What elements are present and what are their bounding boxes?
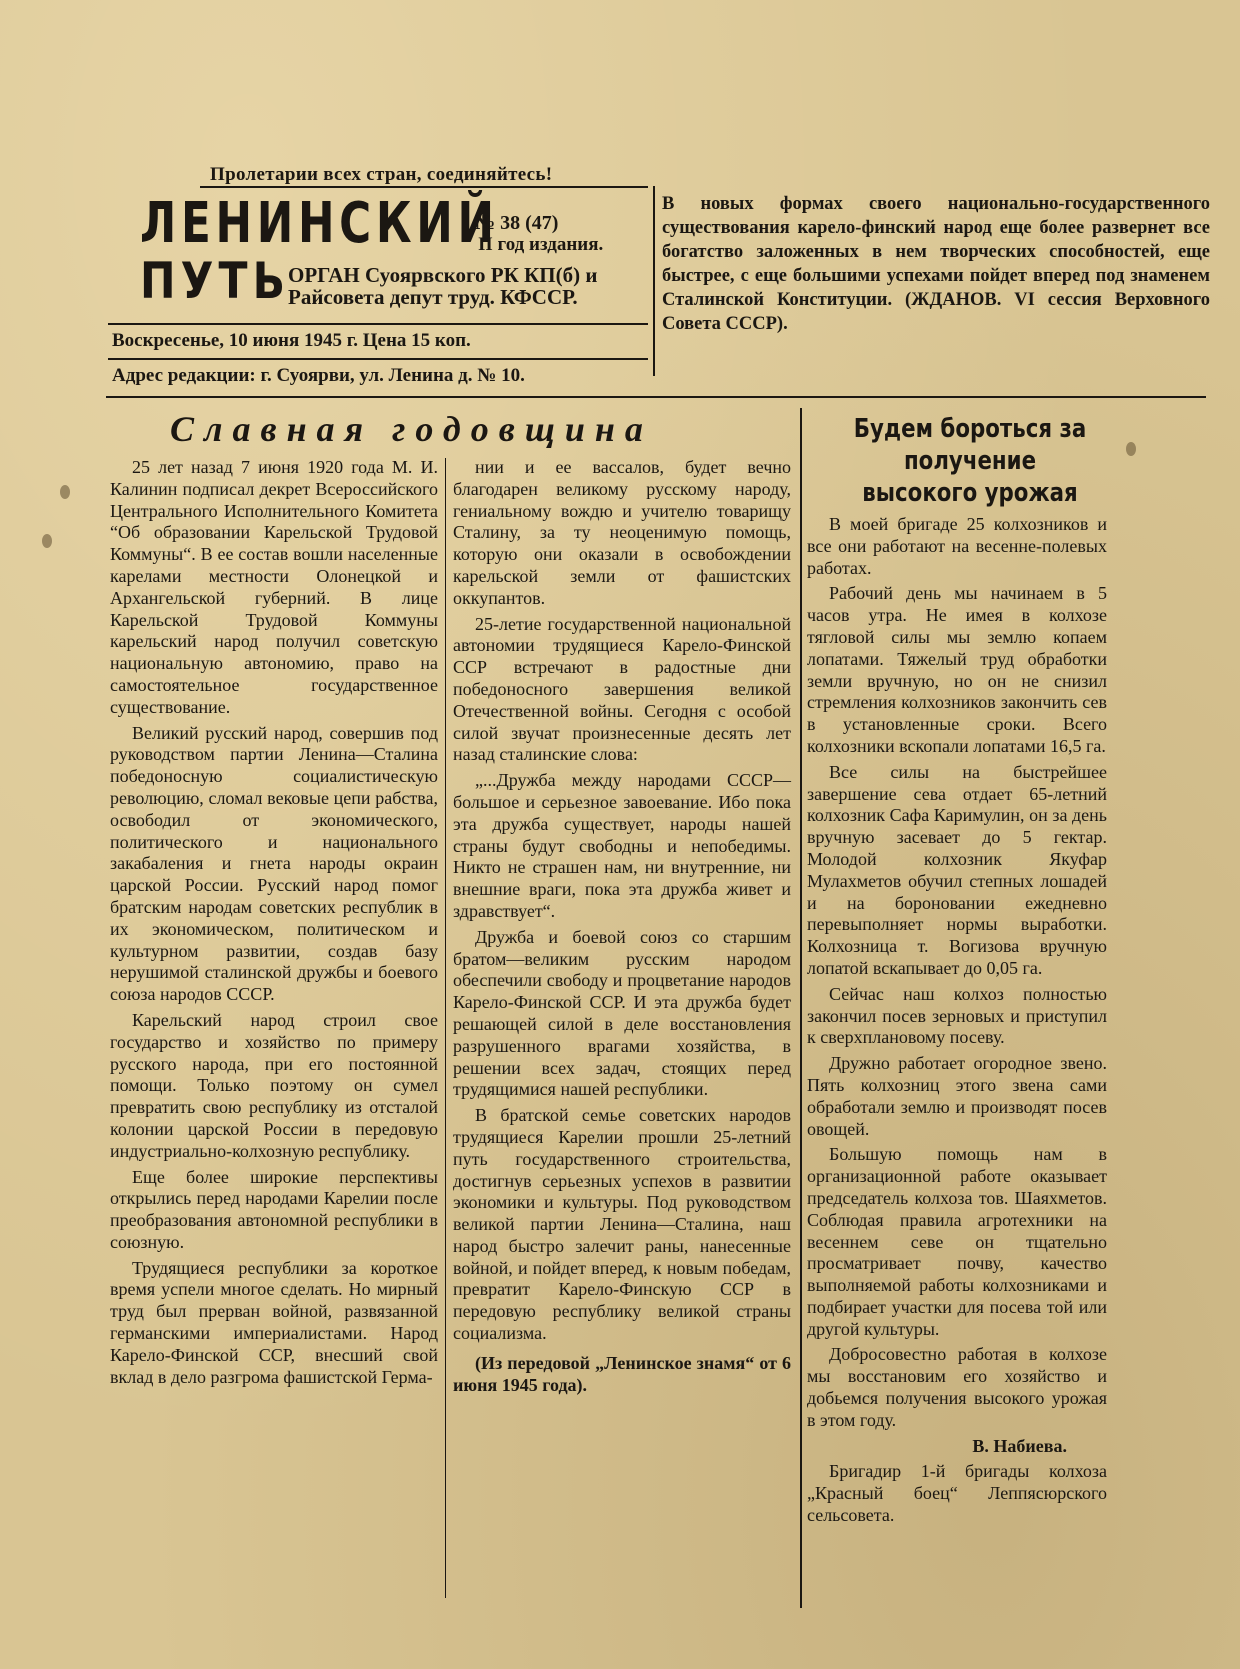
article2-headline: Будем бороться за получение высокого урожая [853,414,1087,508]
author-title: Бригадир 1-й бригады колхоза „Красный боец“ Леппясюрского сельсовета. [807,1461,1107,1526]
zhdanov-quote: В новых формах своего национально-государственного существования карело-финский народ еще более развернет все богатство заложенных в нем творческих способностей, еще быстрее, с еще большими успехами пойдет вперед под знаменем Сталинской Конституции. (ЖДАНОВ. VI сессия Верховного Совета СССР). [662,194,1210,334]
paragraph: „...Дружба между народами СССР—большое и серьезное завоевание. Ибо пока эта дружба существует, народы нашей страны будут свободны и непобедимы. Никто не страшен нам, ни внутренние, ни внешние враги, пока эта дружба живет и здравствует“. [453,770,791,921]
newspaper-title-line2: ПУТЬ [140,252,291,310]
paragraph: Еще более широкие перспективы открылись перед народами Карелии после преобразования автономной республики в союзную. [110,1166,438,1252]
paragraph: Добросовестно работая в колхозе мы восстановим его хозяйство и добьемся получения высокого урожая в этом году. [807,1344,1107,1430]
paper-stain [42,534,52,548]
paragraph: В братской семье советских народов трудящиеся Карелии прошли 25-летний путь государственного строительства, достигнув серьезных успехов в развитии экономики и культуры. Под руководством великой партии Ленина—Сталина, наш народ быстро залечит раны, нанесенные войной, и пойдет вперед, к новым победам, превратит Карело-Финскую ССР в передовую республику великой страны социализма. [453,1105,791,1344]
paragraph: Трудящиеся республики за короткое время успели многое сделать. Но мирный труд был прерван войной, развязанной германскими империалистами. Народ Карело-Финской ССР, внесший свой вклад в дело разгрома фашистской Герма- [110,1257,438,1387]
column-divider [445,458,446,1598]
dateline-rule [108,358,648,360]
article-column-2 [453,457,791,1396]
paragraph: Все силы на быстрейшее завершение сева отдает 65-летний колхозник Сафа Каримулин, он за день вручную засевает до 5 гектар. Молодой колхозник Якуфар Мулахметов обучил степных лошадей и на бороновании ежедневно перевыполняет нормы выработки. Колхозница т. Вогизова вручную лопатой вскапывает до 0,05 га. [807,761,1107,978]
slogan-underline [200,186,648,188]
masthead-rule [108,323,648,325]
paragraph: В моей бригаде 25 колхозников и все они работают на весенне-полевых работах. [807,514,1107,578]
newspaper-organ: ОРГАН Суоярвского РК КП(б) и Райсовета депут труд. КФССР. [288,263,598,309]
paragraph: Большую помощь нам в организационной работе оказывает председатель колхоза тов. Шаяхметов. Соблюдая правила агротехники на весеннем севе он тщательно просматривает почву, качество выполняемой работы колхозниками и подбирает участки для посева той или другой культуры. [807,1144,1107,1339]
paper-stain [60,485,70,499]
section-divider [800,408,802,1608]
editorial-address: Адрес редакции: г. Суоярви, ул. Ленина д. № 10. [112,365,525,386]
paragraph: Дружба и боевой союз со старшим братом—великим русским народом обеспечили свободу и процветание народов Карело-Финской ССР. И эта дружба будет решающей силой в деле восстановления разрушенного врагами хозяйства, в решении всех задач, стоящих перед трудящимися нашей республики. [453,926,791,1100]
header-bottom-rule [106,396,1206,398]
paragraph: 25-летие государственной национальной автономии трудящиеся Карело-Финской ССР встречают в радостные дни победоносного завершения великой Отечественной войны. Сегодня с особой силой звучат произнесенные десять лет назад сталинские слова: [453,613,791,765]
paragraph: 25 лет назад 7 июня 1920 года М. И. Калинин подписал декрет Всероссийского Центрального Исполнительного Комитета “Об образовании Карельской Трудовой Коммуны“. В ее состав вошли населенные карелами местности Олонецкой и Архангельской губерний. В лице Карельской Трудовой Коммуны карельский народ получил советскую национальную автономию, право на самостоятельное государственное существование. [110,457,438,717]
article-column-1 [110,457,438,1388]
masthead-slogan: Пролетарии всех стран, соединяйтесь! [210,164,553,185]
issue-number: № 38 (47) [475,212,559,234]
masthead-divider [653,186,655,376]
paragraph: Великий русский народ, совершив под руководством партии Ленина—Сталина победоносную социалистическую революцию, сломал вековые цепи рабства, освободил от экономического, политического и национального закабаления и гнета народы окраин царской России. Русский народ помог братским народам советских республик в их экономическом, политическом и культурном развитии, создав базу нерушимой сталинской дружбы и боевого союза народов СССР. [110,722,438,1005]
paragraph: Дружно работает огородное звено. Пять колхозниц этого звена сами обработали землю и производят посев овощей. [807,1053,1107,1139]
publication-year: II год издания. [478,234,604,255]
paragraph: Рабочий день мы начинаем в 5 часов утра. Не имея в колхозе тягловой силы мы землю копаем лопатами. Тяжелый труд обработки земли вручную, но он не снизил стремления колхозников закончить сев в установленные сроки. Всего колхозники вскопали лопатами 16,5 га. [807,583,1107,756]
newspaper-title-line1: ЛЕНИНСКИЙ [140,191,499,256]
paragraph: нии и ее вассалов, будет вечно благодарен великому русскому народу, гениальному вождю и учителю товарищу Сталину, за ту неоценимую помощь, которую они оказали в освобождении карельской земли от фашистских оккупантов. [453,457,791,608]
author-signature: В. Набиева. [972,1435,1067,1456]
paragraph: Сейчас наш колхоз полностью закончил посев зерновых и приступил к сверхплановому посеву. [807,983,1107,1048]
article-credit: (Из передовой „Ленинское знамя“ от 6 июня 1945 года). [453,1352,791,1395]
dateline: Воскресенье, 10 июня 1945 г. Цена 15 коп. [112,330,471,351]
paragraph: Карельский народ строил свое государство и хозяйство по примеру русского народа, при его постоянной помощи. Только поэтому он сумел превратить свою республику из отсталой колонии царской России в передовую индустриально-колхозную республику. [110,1009,438,1161]
article2-body [807,514,1107,1527]
article-headline: Славная годовщина [170,409,653,449]
paper-stain [1126,442,1136,456]
